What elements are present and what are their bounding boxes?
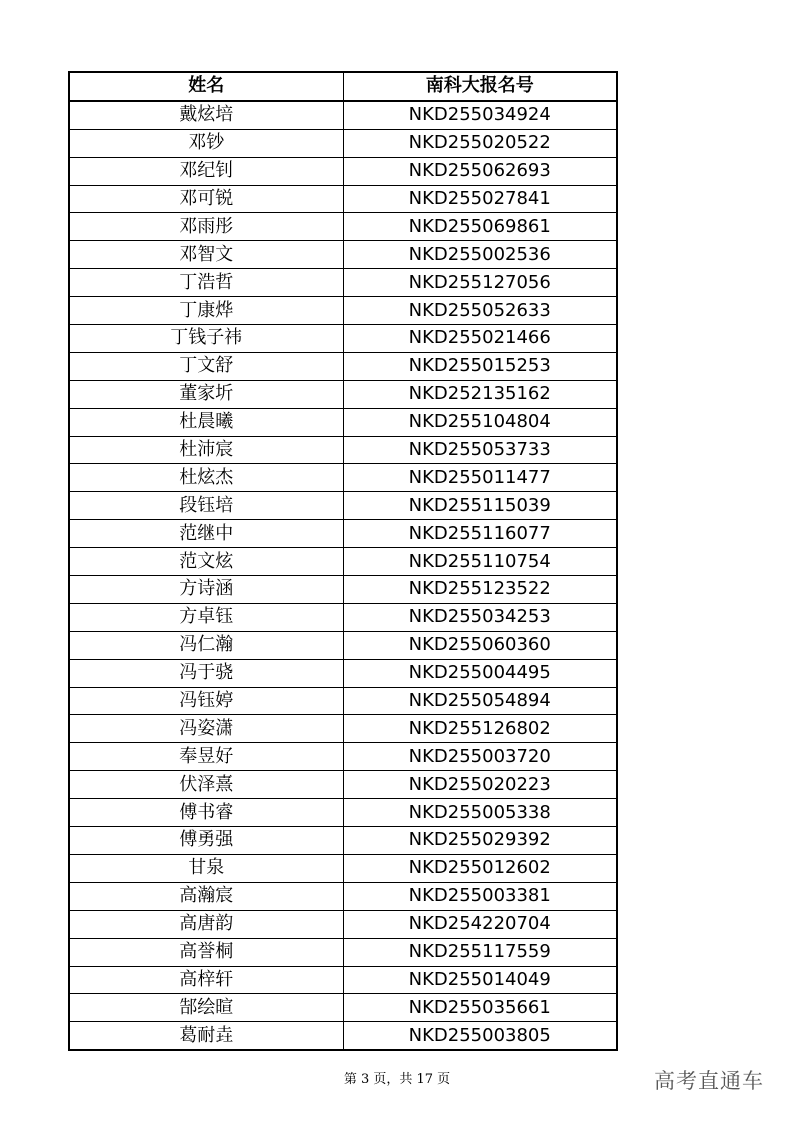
cell-name: 冯姿潇 (69, 715, 343, 743)
cell-name: 邓钞 (69, 129, 343, 157)
cell-registration-number: NKD255003805 (343, 1022, 617, 1050)
table-row (69, 185, 617, 213)
cell-name: 范继中 (69, 520, 343, 548)
table-row (69, 101, 617, 129)
cell-name: 邓智文 (69, 241, 343, 269)
cell-registration-number: NKD255123522 (343, 576, 617, 604)
cell-registration-number: NKD255069861 (343, 213, 617, 241)
table-row (69, 994, 617, 1022)
cell-name: 丁文舒 (69, 352, 343, 380)
cell-name: 冯于骁 (69, 659, 343, 687)
cell-name: 丁钱子祎 (69, 325, 343, 353)
cell-name: 伏泽熹 (69, 771, 343, 799)
table-row (69, 436, 617, 464)
cell-name: 高梓轩 (69, 966, 343, 994)
table-row (69, 910, 617, 938)
cell-registration-number: NKD255020522 (343, 129, 617, 157)
table-row (69, 325, 617, 353)
cell-registration-number: NKD255104804 (343, 408, 617, 436)
table-row (69, 352, 617, 380)
cell-registration-number: NKD255012602 (343, 854, 617, 882)
cell-name: 方卓钰 (69, 603, 343, 631)
cell-registration-number: NKD255005338 (343, 799, 617, 827)
table-row (69, 715, 617, 743)
table-row (69, 771, 617, 799)
table-row (69, 854, 617, 882)
cell-name: 杜晨曦 (69, 408, 343, 436)
table-row (69, 157, 617, 185)
cell-name: 奉昱好 (69, 743, 343, 771)
table-row (69, 492, 617, 520)
table-row (69, 659, 617, 687)
table-row (69, 882, 617, 910)
cell-registration-number: NKD255060360 (343, 631, 617, 659)
table-row (69, 297, 617, 325)
cell-name: 杜炫杰 (69, 464, 343, 492)
table-row (69, 269, 617, 297)
cell-registration-number: NKD255034924 (343, 101, 617, 129)
cell-registration-number: NKD255002536 (343, 241, 617, 269)
cell-registration-number: NKD255021466 (343, 325, 617, 353)
cell-registration-number: NKD255011477 (343, 464, 617, 492)
cell-name: 冯仁瀚 (69, 631, 343, 659)
cell-name: 范文炫 (69, 548, 343, 576)
cell-registration-number: NKD255053733 (343, 436, 617, 464)
table-row (69, 520, 617, 548)
page-number: 第 3 页，共 17 页 (343, 1072, 451, 1087)
table-row (69, 966, 617, 994)
cell-registration-number: NKD255115039 (343, 492, 617, 520)
table-row (69, 743, 617, 771)
cell-name: 邓可锐 (69, 185, 343, 213)
cell-registration-number: NKD255003720 (343, 743, 617, 771)
table-row (69, 1022, 617, 1050)
cell-name: 邓纪钊 (69, 157, 343, 185)
table-row (69, 213, 617, 241)
table-row (69, 827, 617, 855)
cell-registration-number: NKD255015253 (343, 352, 617, 380)
cell-name: 段钰培 (69, 492, 343, 520)
cell-name: 郜绘暄 (69, 994, 343, 1022)
cell-registration-number: NKD255034253 (343, 603, 617, 631)
cell-name: 傅书睿 (69, 799, 343, 827)
cell-name: 高瀚宸 (69, 882, 343, 910)
cell-registration-number: NKD254220704 (343, 910, 617, 938)
table-body (69, 101, 617, 1050)
cell-registration-number: NKD255126802 (343, 715, 617, 743)
cell-name: 杜沛宸 (69, 436, 343, 464)
cell-name: 戴炫培 (69, 101, 343, 129)
cell-name: 丁康烨 (69, 297, 343, 325)
table-row (69, 380, 617, 408)
table-row (69, 464, 617, 492)
cell-registration-number: NKD255004495 (343, 659, 617, 687)
cell-registration-number: NKD255035661 (343, 994, 617, 1022)
cell-registration-number: NKD255014049 (343, 966, 617, 994)
column-header-registration-number: 南科大报名号 (343, 72, 617, 101)
cell-registration-number: NKD255027841 (343, 185, 617, 213)
cell-name: 董家圻 (69, 380, 343, 408)
cell-registration-number: NKD255127056 (343, 269, 617, 297)
table-row (69, 938, 617, 966)
cell-registration-number: NKD255052633 (343, 297, 617, 325)
cell-name: 傅勇强 (69, 827, 343, 855)
table-row (69, 241, 617, 269)
cell-name: 冯钰婷 (69, 687, 343, 715)
table-row (69, 408, 617, 436)
table-row (69, 129, 617, 157)
cell-registration-number: NKD255116077 (343, 520, 617, 548)
cell-registration-number: NKD255003381 (343, 882, 617, 910)
cell-name: 丁浩哲 (69, 269, 343, 297)
table-row (69, 576, 617, 604)
column-header-name: 姓名 (69, 72, 343, 101)
applicant-table (68, 71, 618, 1051)
cell-name: 方诗涵 (69, 576, 343, 604)
table-header-row (69, 72, 617, 101)
table-row (69, 548, 617, 576)
table-row (69, 799, 617, 827)
watermark-text: 高考直通车 (654, 1069, 764, 1093)
table-row (69, 603, 617, 631)
cell-registration-number: NKD255029392 (343, 827, 617, 855)
table-row (69, 631, 617, 659)
cell-name: 高唐韵 (69, 910, 343, 938)
cell-name: 高誉桐 (69, 938, 343, 966)
cell-registration-number: NKD252135162 (343, 380, 617, 408)
table-row (69, 687, 617, 715)
cell-registration-number: NKD255054894 (343, 687, 617, 715)
cell-name: 甘泉 (69, 854, 343, 882)
cell-name: 邓雨彤 (69, 213, 343, 241)
cell-registration-number: NKD255110754 (343, 548, 617, 576)
cell-registration-number: NKD255117559 (343, 938, 617, 966)
cell-registration-number: NKD255062693 (343, 157, 617, 185)
cell-name: 葛耐垚 (69, 1022, 343, 1050)
cell-registration-number: NKD255020223 (343, 771, 617, 799)
